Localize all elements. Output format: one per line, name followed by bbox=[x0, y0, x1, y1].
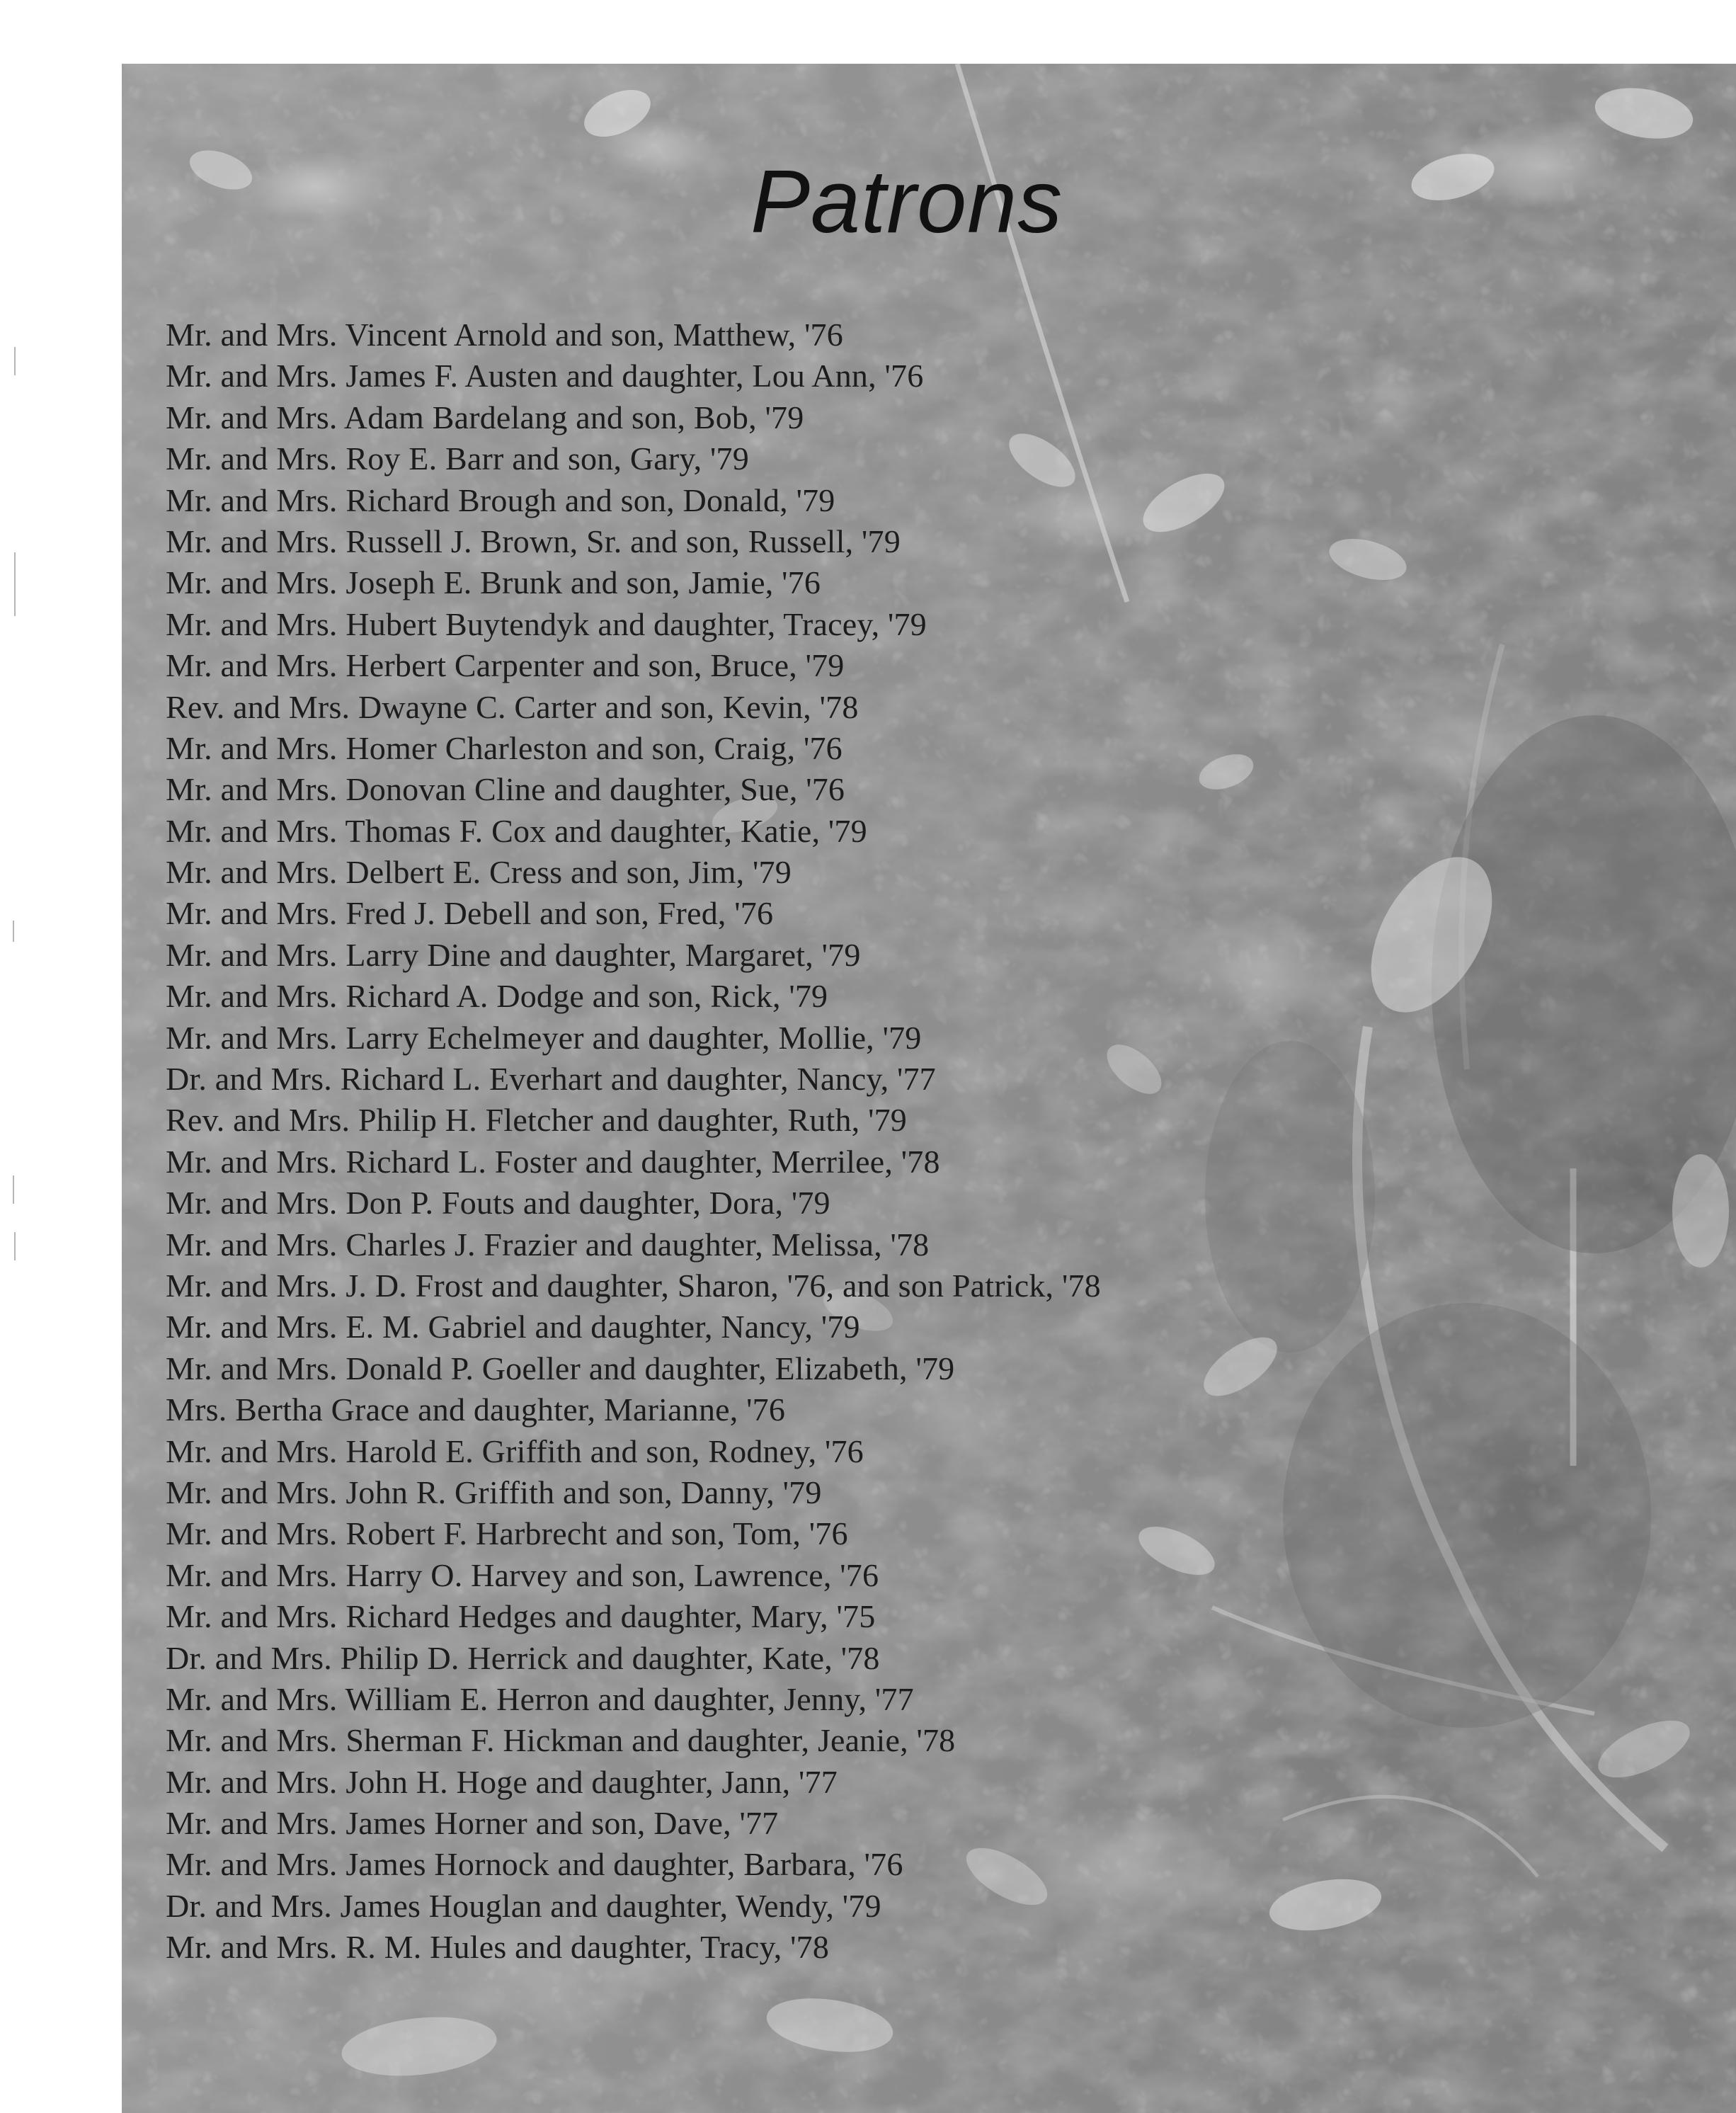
patron-entry: Mr. and Mrs. R. M. Hules and daughter, Tracy, '78 bbox=[166, 1929, 830, 1966]
patron-entry: Mrs. Bertha Grace and daughter, Marianne, '76 bbox=[166, 1391, 786, 1428]
patron-entry: Mr. and Mrs. Donald P. Goeller and daughter, Elizabeth, '79 bbox=[166, 1350, 955, 1386]
patron-entry: Mr. and Mrs. Roy E. Barr and son, Gary, '79 bbox=[166, 440, 749, 477]
patron-entry: Mr. and Mrs. Harry O. Harvey and son, Lawrence, '76 bbox=[166, 1556, 879, 1593]
patron-entry: Mr. and Mrs. James Hornock and daughter, Barbara, '76 bbox=[166, 1846, 903, 1883]
patron-entry: Mr. and Mrs. Fred J. Debell and son, Fred, '76 bbox=[166, 895, 774, 932]
patron-entry: Dr. and Mrs. Philip D. Herrick and daughter, Kate, '78 bbox=[166, 1639, 880, 1676]
patron-entry: Rev. and Mrs. Philip H. Fletcher and daughter, Ruth, '79 bbox=[166, 1102, 907, 1139]
patron-entry: Mr. and Mrs. Herbert Carpenter and son, Bruce, '79 bbox=[166, 647, 845, 684]
patron-entry: Mr. and Mrs. Donovan Cline and daughter, Sue, '76 bbox=[166, 771, 845, 808]
patron-entry: Mr. and Mrs. John R. Griffith and son, Danny, '79 bbox=[166, 1474, 822, 1510]
patron-entry: Mr. and Mrs. Thomas F. Cox and daughter, Katie, '79 bbox=[166, 812, 867, 849]
page-title: Patrons bbox=[750, 152, 1063, 251]
patron-entry: Mr. and Mrs. J. D. Frost and daughter, Sharon, '76, and son Patrick, '78 bbox=[166, 1267, 1101, 1304]
patron-entry: Rev. and Mrs. Dwayne C. Carter and son, Kevin, '78 bbox=[166, 688, 859, 725]
patron-entry: Mr. and Mrs. Richard A. Dodge and son, Rick, '79 bbox=[166, 978, 828, 1015]
scan-margin-mark bbox=[13, 921, 14, 942]
patron-entry: Mr. and Mrs. Richard L. Foster and daughter, Merrilee, '78 bbox=[166, 1143, 940, 1180]
scan-margin-mark bbox=[14, 347, 16, 375]
patron-entry: Mr. and Mrs. Robert F. Harbrecht and son, Tom, '76 bbox=[166, 1515, 848, 1552]
patron-entry: Mr. and Mrs. Richard Hedges and daughter, Mary, '75 bbox=[166, 1598, 876, 1635]
patron-entry: Mr. and Mrs. Russell J. Brown, Sr. and son, Russell, '79 bbox=[166, 523, 901, 559]
patron-list bbox=[166, 314, 1101, 1969]
patron-entry: Mr. and Mrs. Vincent Arnold and son, Matthew, '76 bbox=[166, 317, 843, 353]
patron-entry: Mr. and Mrs. Don P. Fouts and daughter, Dora, '79 bbox=[166, 1185, 830, 1221]
scan-margin-mark bbox=[13, 1175, 14, 1204]
patron-entry: Mr. and Mrs. William E. Herron and daughter, Jenny, '77 bbox=[166, 1680, 914, 1717]
patron-entry: Mr. and Mrs. Larry Echelmeyer and daughter, Mollie, '79 bbox=[166, 1019, 922, 1056]
scan-margin-mark bbox=[14, 552, 16, 616]
patron-entry: Mr. and Mrs. Larry Dine and daughter, Margaret, '79 bbox=[166, 936, 861, 973]
patron-entry: Mr. and Mrs. Joseph E. Brunk and son, Jamie, '76 bbox=[166, 564, 821, 601]
patron-entry: Mr. and Mrs. Delbert E. Cress and son, Jim, '79 bbox=[166, 854, 792, 891]
patron-entry: Mr. and Mrs. Harold E. Griffith and son, Rodney, '76 bbox=[166, 1433, 864, 1469]
patron-entry: Mr. and Mrs. Homer Charleston and son, Craig, '76 bbox=[166, 729, 843, 766]
patron-entry: Mr. and Mrs. E. M. Gabriel and daughter, Nancy, '79 bbox=[166, 1309, 860, 1345]
patron-entry: Mr. and Mrs. Richard Brough and son, Donald, '79 bbox=[166, 482, 835, 518]
patron-entry: Mr. and Mrs. Adam Bardelang and son, Bob, '79 bbox=[166, 399, 804, 435]
patron-entry: Mr. and Mrs. James F. Austen and daughter, Lou Ann, '76 bbox=[166, 358, 924, 394]
patron-entry: Mr. and Mrs. John H. Hoge and daughter, Jann, '77 bbox=[166, 1763, 838, 1800]
scan-margin-mark bbox=[14, 1232, 16, 1260]
patron-entry: Mr. and Mrs. Charles J. Frazier and daughter, Melissa, '78 bbox=[166, 1226, 930, 1263]
patron-entry: Mr. and Mrs. Hubert Buytendyk and daughter, Tracey, '79 bbox=[166, 605, 927, 642]
patron-entry: Mr. and Mrs. Sherman F. Hickman and daughter, Jeanie, '78 bbox=[166, 1722, 956, 1759]
patron-entry: Dr. and Mrs. James Houglan and daughter, Wendy, '79 bbox=[166, 1887, 881, 1924]
patron-entry: Dr. and Mrs. Richard L. Everhart and daughter, Nancy, '77 bbox=[166, 1061, 936, 1098]
patron-entry: Mr. and Mrs. James Horner and son, Dave, '77 bbox=[166, 1805, 779, 1842]
